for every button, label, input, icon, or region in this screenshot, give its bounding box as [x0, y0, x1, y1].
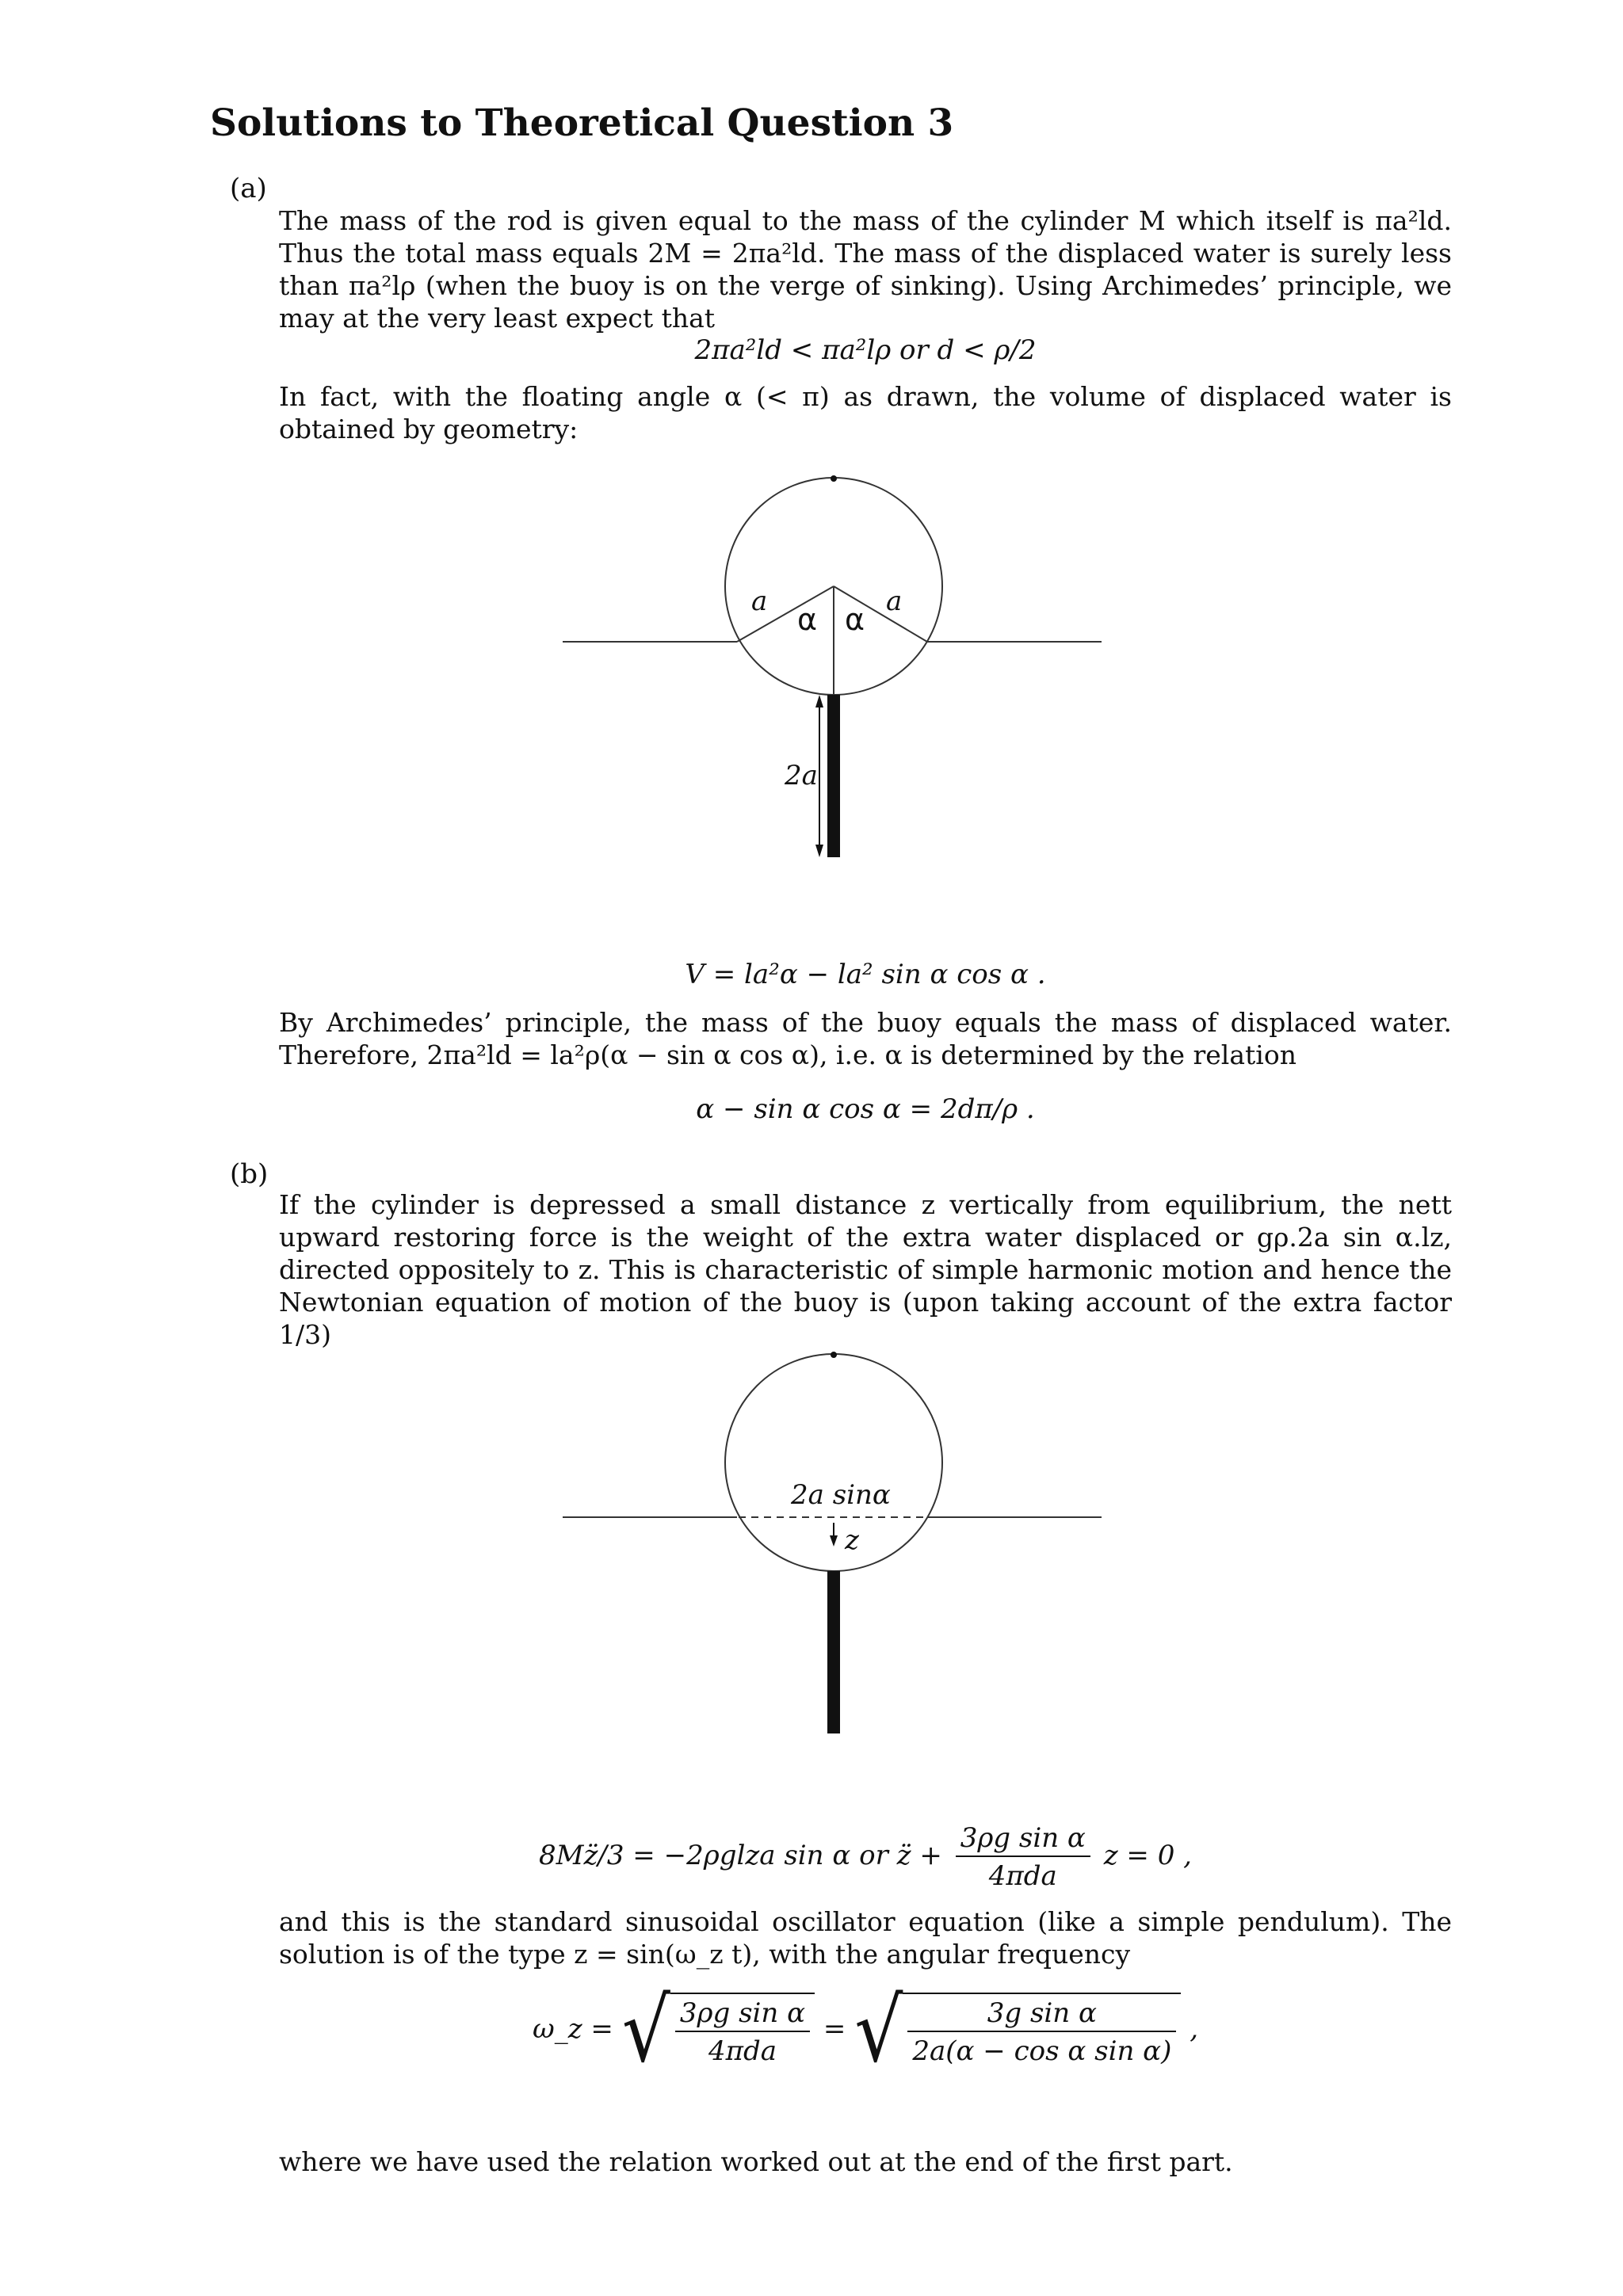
eq4-numerator: 3ρg sin α [956, 1822, 1090, 1857]
radical-sign-icon: √ [621, 1979, 670, 2082]
radical-sign-icon: √ [854, 1979, 903, 2082]
part-a-paragraph-2: In fact, with the floating angle α (< π) as drawn, the volume of displaced water is obtained by geometry: [279, 381, 1452, 444]
part-a-paragraph-3: By Archimedes’ principle, the mass of the buoy equals the mass of displaced water. Therefore, 2πa²ld = la²ρ(α − sin α cos α), i.e. α is determined by the relation [279, 1007, 1452, 1070]
label-angle-right: α [845, 602, 865, 637]
eq5-numerator-2: 3g sin α [907, 1997, 1176, 2032]
eq5-sqrt-1 [621, 1979, 815, 2082]
top-dot [831, 1352, 837, 1358]
eq5-tail: , [1190, 2013, 1199, 2045]
rod [827, 1571, 840, 1733]
eq5-fraction-2 [907, 1997, 1176, 2067]
part-b-paragraph-2: and this is the standard sinusoidal oscillator equation (like a simple pendulum). The solution is of the type z = sin(ω_z t), with the angular frequency [279, 1906, 1452, 1970]
label-rod-length: 2a [785, 760, 818, 791]
part-b-equation-5 [279, 1979, 1452, 2082]
eq4-denominator: 4πda [988, 1860, 1057, 1892]
eq5-lhs: ω_z = [532, 2013, 613, 2045]
eq4-fraction [956, 1822, 1090, 1892]
eq5-denominator-2: 2a(α − cos α sin α) [912, 2035, 1172, 2067]
part-b-label: (b) [230, 1158, 269, 1190]
label-radius-right: a [886, 585, 903, 617]
eq5-equals: = [823, 2013, 846, 2045]
part-a-label: (a) [230, 173, 267, 204]
eq4-right: z = 0 , [1103, 1840, 1192, 1871]
part-b-paragraph-3: where we have used the relation worked out at the end of the first part. [279, 2146, 1233, 2177]
label-chord: 2a sinα [791, 1479, 891, 1511]
part-b-paragraph-1: If the cylinder is depressed a small distance z vertically from equilibrium, the nett upward restoring force is the weight of the extra water displaced or gρ.2a sin α.lz, directed oppositely to z. This is characteristic of simple harmonic motion and hence the Newtonian equation of motion of the buoy is (upon taking account of the extra factor 1/3) [279, 1189, 1452, 1350]
eq5-denominator-1: 4πda [708, 2035, 777, 2067]
part-a-equation-2: V = la²α − la² sin α cos α . [685, 959, 1046, 990]
page-title: Solutions to Theoretical Question 3 [210, 101, 954, 145]
label-displacement: z [845, 1524, 859, 1556]
eq5-fraction-1 [675, 1997, 810, 2067]
label-radius-left: a [751, 585, 768, 617]
part-a-equation-1: 2πa²ld < πa²lρ or d < ρ/2 [694, 334, 1037, 366]
eq5-numerator-1: 3ρg sin α [675, 1997, 810, 2032]
eq5-sqrt-2 [854, 1979, 1181, 2082]
part-a-paragraph-1: The mass of the rod is given equal to the mass of the cylinder M which itself is πa²ld. Thus the total mass equals 2M = 2πa²ld. The mass of the displaced water is surely less than πa²lρ (when the buoy is on the verge of sinking). Using Archimedes’ principle, we may at the very least expect that [279, 205, 1452, 334]
part-b-equation-4 [279, 1822, 1452, 1892]
arrow-head-down-icon [830, 1535, 838, 1547]
eq4-left: 8Mz̈/3 = −2ρglza sin α or z̈ + [539, 1840, 942, 1871]
part-a-equation-3: α − sin α cos α = 2dπ/ρ . [696, 1093, 1035, 1125]
label-angle-left: α [797, 602, 818, 637]
